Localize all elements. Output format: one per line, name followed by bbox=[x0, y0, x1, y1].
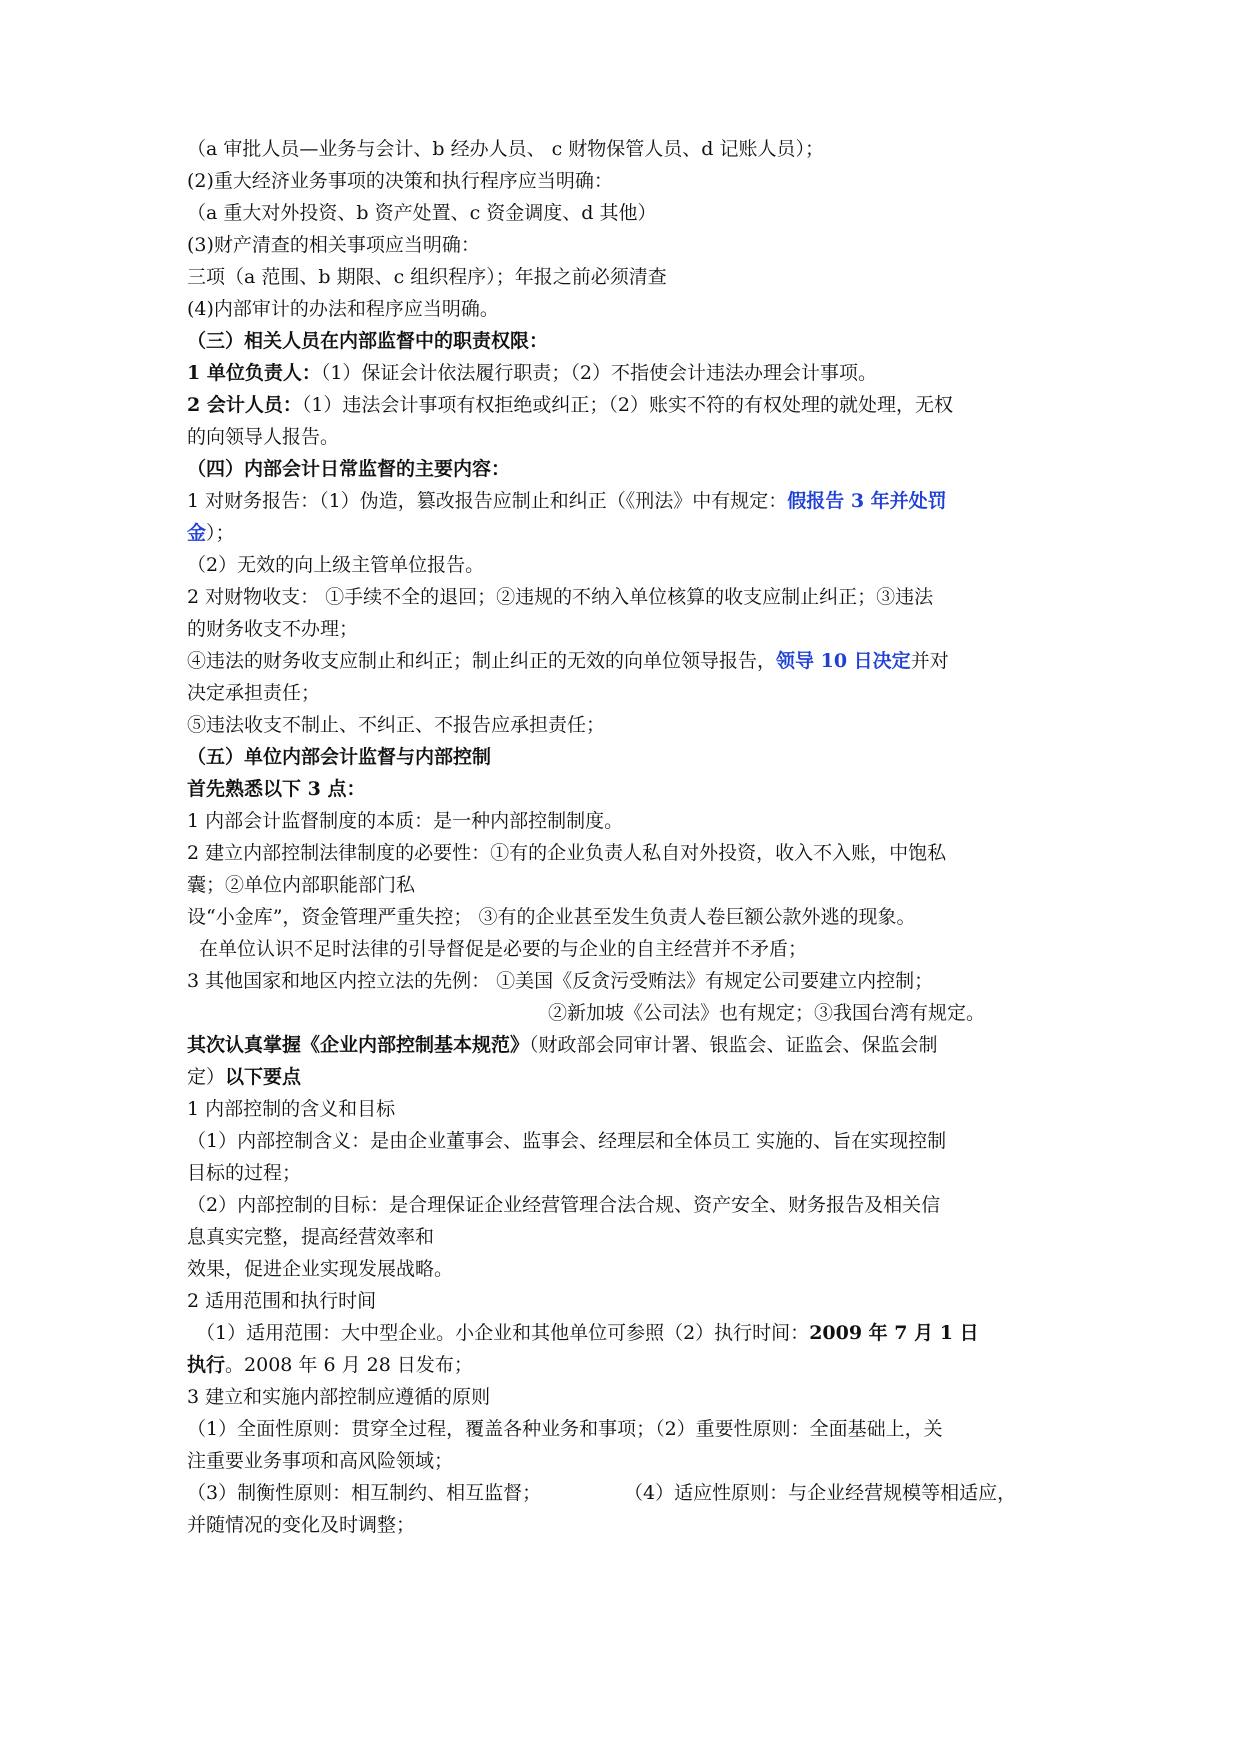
text-line: (2)重大经济业务事项的决策和执行程序应当明确： bbox=[187, 170, 613, 192]
text-line: 3 其他国家和地区内控立法的先例： ①美国《反贪污受贿法》有规定公司要建立内控制； bbox=[187, 970, 934, 992]
text-line: 息真实完整，提高经营效率和 bbox=[187, 1226, 435, 1248]
text-line: 执行。2008 年 6 月 28 日发布； bbox=[187, 1354, 473, 1376]
bold-label: 1 单位负责人： bbox=[187, 362, 321, 384]
text-line: (4)内部审计的办法和程序应当明确。 bbox=[187, 298, 499, 320]
text-line: （3）制衡性原则：相互制约、相互监督； bbox=[187, 1482, 542, 1504]
text-line: （2）无效的向上级主管单位报告。 bbox=[187, 554, 485, 576]
text-line: ⑤违法收支不制止、不纠正、不报告应承担责任； bbox=[187, 714, 606, 736]
text-line: 设“小金库”，资金管理严重失控； ③有的企业甚至发生负责人卷巨额公款外逃的现象。 bbox=[187, 906, 916, 928]
text-line: 三项（a 范围、b 期限、c 组织程序）；年报之前必须清查 bbox=[187, 266, 667, 288]
text-line: 3 建立和实施内部控制应遵循的原则 bbox=[187, 1386, 491, 1408]
bold-label: 其次认真掌握《企业内部控制基本规范》 bbox=[187, 1034, 530, 1056]
text-line: 1 对财务报告：（1）伪造，篡改报告应制止和纠正（《刑法》中有规定：假报告 3 年并处罚 bbox=[187, 490, 947, 512]
text-line: （1）内部控制含义：是由企业董事会、监事会、经理层和全体员工 实施的、旨在实现控制 bbox=[187, 1130, 947, 1152]
bold-label: 执行 bbox=[187, 1354, 226, 1376]
text-line: 的向领导人报告。 bbox=[187, 426, 340, 448]
text-line: （a 重大对外投资、b 资产处置、c 资金调度、d 其他） bbox=[187, 202, 657, 224]
text-line: 效果，促进企业实现发展战略。 bbox=[187, 1258, 454, 1280]
section-heading: （三）相关人员在内部监督中的职责权限： bbox=[187, 330, 549, 352]
text-line: 2 会计人员：（1）违法会计事项有权拒绝或纠正；（2）账实不符的有权处理的就处理，无权 bbox=[187, 394, 954, 416]
text-line: 囊；②单位内部职能部门私 bbox=[187, 874, 416, 896]
text-line: ②新加坡《公司法》也有规定；③我国台湾有规定。 bbox=[548, 1002, 986, 1024]
text-line: 1 内部控制的含义和目标 bbox=[187, 1098, 396, 1120]
section-heading: （四）内部会计日常监督的主要内容： bbox=[187, 458, 511, 480]
text-line: （4）适应性原则：与企业经营规模等相适应， bbox=[624, 1482, 1017, 1504]
highlight-text: 假报告 3 年并处罚 bbox=[787, 490, 947, 512]
text-line: 并随情况的变化及时调整； bbox=[187, 1514, 416, 1536]
highlight-text: 金 bbox=[187, 522, 207, 544]
section-heading: （五）单位内部会计监督与内部控制 bbox=[187, 746, 492, 768]
text-line: 2 对财物收支： ①手续不全的退回；②违规的不纳入单位核算的收支应制止纠正；③违法 bbox=[187, 586, 934, 608]
highlight-text: 领导 10 日决定 bbox=[776, 650, 911, 672]
text-line: 1 单位负责人：（1）保证会计依法履行职责；（2）不指使会计违法办理会计事项。 bbox=[187, 362, 878, 384]
bold-label: 2009 年 7 月 1 日 bbox=[809, 1322, 979, 1344]
text-line: 2 建立内部控制法律制度的必要性：①有的企业负责人私自对外投资，收入不入账，中饱私 bbox=[187, 842, 947, 864]
text-line: ④违法的财务收支应制止和纠正；制止纠正的无效的向单位领导报告，领导 10 日决定并对 bbox=[187, 650, 949, 672]
text-line: 2 适用范围和执行时间 bbox=[187, 1290, 377, 1312]
text-line: 1 内部会计监督制度的本质：是一种内部控制制度。 bbox=[187, 810, 624, 832]
text-line: （2）内部控制的目标：是合理保证企业经营管理合法合规、资产安全、财务报告及相关信 bbox=[187, 1194, 941, 1216]
text-line: （a 审批人员—业务与会计、b 经办人员、 c 财物保管人员、d 记账人员）； bbox=[187, 138, 824, 160]
text-line: 目标的过程； bbox=[187, 1162, 302, 1184]
bold-label: 2 会计人员： bbox=[187, 394, 302, 416]
text-line: 决定承担责任； bbox=[187, 682, 321, 704]
text-line: （1）全面性原则：贯穿全过程，覆盖各种业务和事项；（2）重要性原则：全面基础上，关 bbox=[187, 1418, 943, 1440]
text-line: 在单位认识不足时法律的引导督促是必要的与企业的自主经营并不矛盾； bbox=[199, 938, 808, 960]
text-line: 其次认真掌握《企业内部控制基本规范》（财政部会同审计署、银监会、证监会、保监会制 bbox=[187, 1034, 938, 1056]
bold-label: 以下要点 bbox=[225, 1066, 302, 1088]
text-line: 的财务收支不办理； bbox=[187, 618, 359, 640]
text-line: 金）； bbox=[187, 522, 235, 544]
text-line: 注重要业务事项和高风险领域； bbox=[187, 1450, 454, 1472]
text-line: 定）以下要点 bbox=[187, 1066, 302, 1088]
text-line: （1）适用范围：大中型企业。小企业和其他单位可参照（2）执行时间：2009 年 7 月 1 日 bbox=[196, 1322, 979, 1344]
text-line: (3)财产清查的相关事项应当明确： bbox=[187, 234, 480, 256]
sub-heading: 首先熟悉以下 3 点： bbox=[187, 778, 366, 800]
